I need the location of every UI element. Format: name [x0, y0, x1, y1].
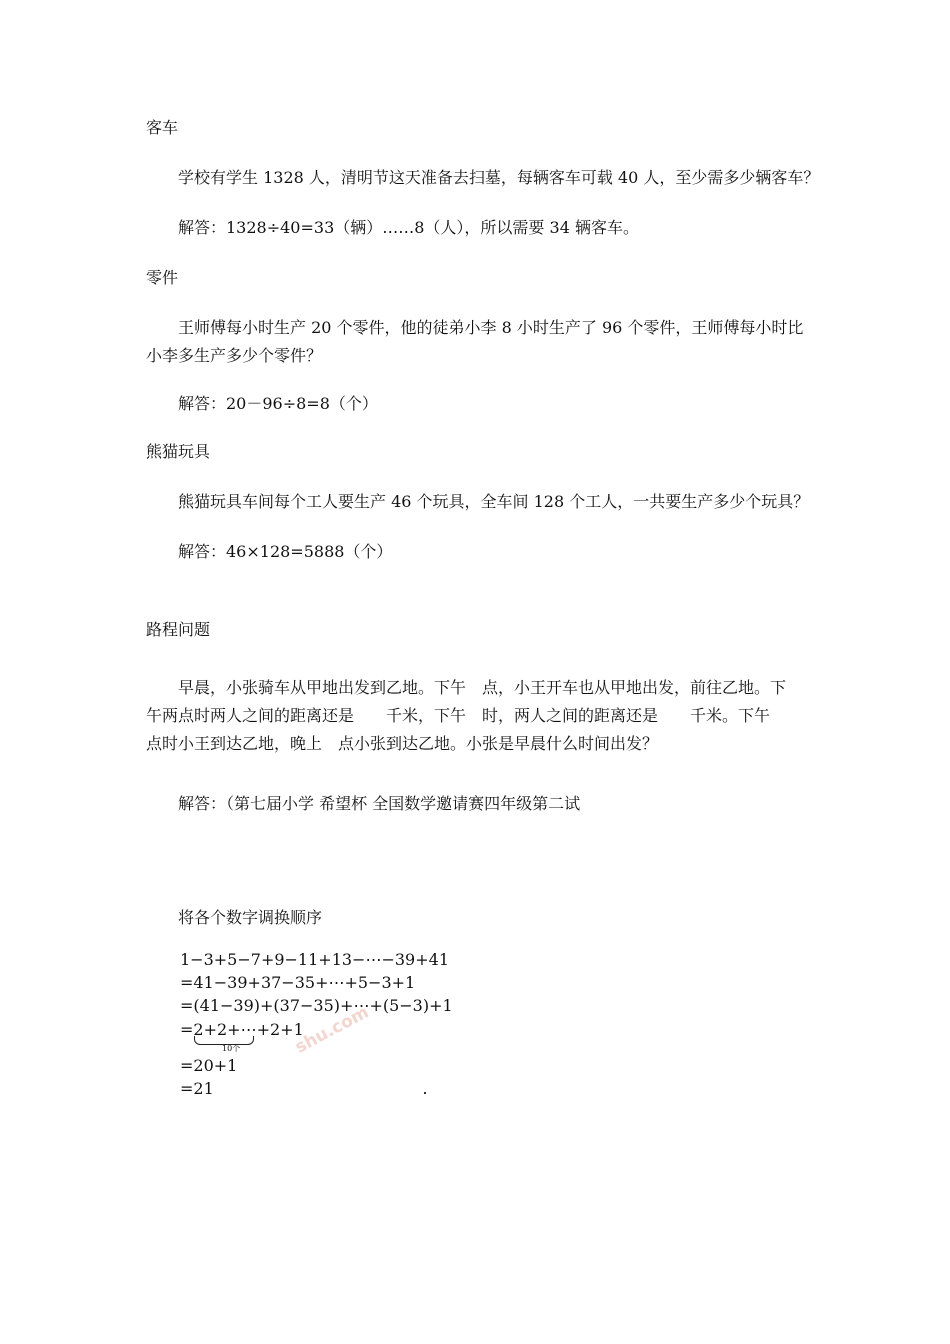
answer-panda-toys: 解答：46×128=5888（个）	[178, 542, 393, 561]
answer-bus: 解答：1328÷40=33（辆）……8（人），所以需要 34 辆客车。	[178, 218, 639, 237]
problem-panda-toys	[146, 488, 816, 516]
problem-line: 点时小王到达乙地，晚上 点小张到达乙地。小张是早晨什么时间出发？	[146, 734, 659, 753]
math-row: =(41−39)+(37−35)+⋯+(5−3)+1	[180, 996, 453, 1015]
math-row: =20+1	[180, 1056, 238, 1075]
math-row: =2+2+⋯+2+1	[180, 1020, 304, 1039]
problem-bus	[146, 164, 820, 192]
problem-line: 午两点时两人之间的距离还是 千米，下午 时，两人之间的距离还是 千米。下午	[146, 706, 771, 725]
underbrace-label: 10个	[222, 1044, 241, 1053]
answer-distance: 解答：（第七届小学 希望杯 全国数学邀请赛四年级第二试	[178, 794, 581, 813]
problem-line: 学校有学生 1328 人，清明节这天准备去扫墓，每辆客车可载 40 人，至少需多少辆客车？	[178, 168, 820, 187]
section-title-panda-toys: 熊猫玩具	[146, 442, 211, 461]
watermark: shu.com	[292, 1002, 373, 1058]
section-title-distance: 路程问题	[146, 620, 211, 639]
math-row: =41−39+37−35+⋯+5−3+1	[180, 973, 416, 992]
section-title-parts: 零件	[146, 268, 179, 287]
answer-parts: 解答：20－96÷8=8（个）	[178, 394, 378, 413]
problem-line: 小李多生产多少个零件？	[146, 346, 323, 365]
problem-distance	[146, 674, 816, 758]
note-reorder: 将各个数字调换顺序	[178, 908, 323, 927]
problem-parts	[146, 314, 816, 370]
problem-line: 早晨，小张骑车从甲地出发到乙地。下午 点，小王开车也从甲地出发，前往乙地。下	[178, 678, 787, 697]
section-title-bus: 客车	[146, 118, 179, 137]
math-row: 1−3+5−7+9−11+13−⋯−39+41	[180, 950, 449, 969]
math-row: =21	[180, 1079, 214, 1098]
problem-line: 王师傅每小时生产 20 个零件，他的徒弟小李 8 小时生产了 96 个零件，王师傅每小时比	[178, 318, 804, 337]
stray-dot	[424, 1092, 426, 1094]
problem-line: 熊猫玩具车间每个工人要生产 46 个玩具，全车间 128 个工人，一共要生产多少个玩具？	[178, 492, 810, 511]
